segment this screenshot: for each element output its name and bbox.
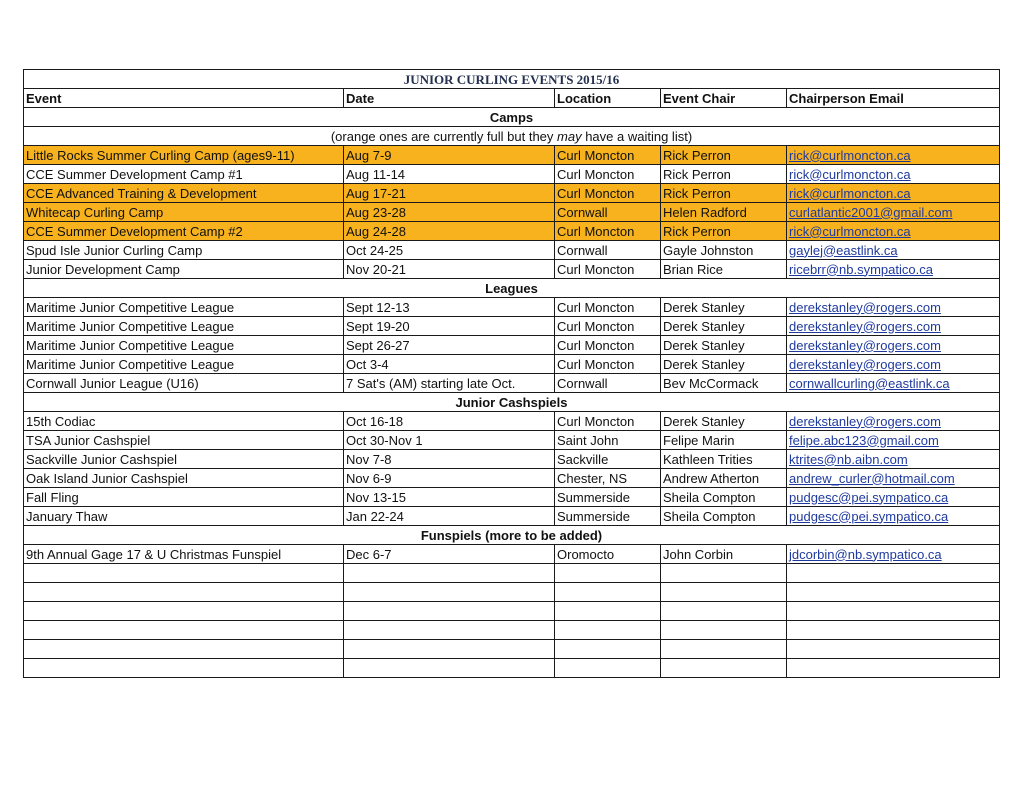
camps-note-row xyxy=(24,127,1000,146)
event-row xyxy=(24,241,1000,260)
event-date: Aug 11-14 xyxy=(344,165,555,184)
section-heading-leagues: Leagues xyxy=(24,279,1000,298)
event-name: CCE Summer Development Camp #1 xyxy=(24,165,344,184)
email-cell xyxy=(787,545,1000,564)
event-location: Curl Moncton xyxy=(555,412,661,431)
section-camps xyxy=(24,108,1000,127)
email-link[interactable]: curlatlantic2001@gmail.com xyxy=(789,204,953,220)
event-location: Summerside xyxy=(555,507,661,526)
event-location: Curl Moncton xyxy=(555,336,661,355)
column-header-location: Location xyxy=(555,89,661,108)
event-location: Cornwall xyxy=(555,374,661,393)
event-row xyxy=(24,450,1000,469)
event-date: Aug 7-9 xyxy=(344,146,555,165)
email-cell xyxy=(787,355,1000,374)
event-location: Curl Moncton xyxy=(555,165,661,184)
event-chair: Helen Radford xyxy=(661,203,787,222)
event-date: Oct 3-4 xyxy=(344,355,555,374)
email-cell xyxy=(787,488,1000,507)
email-link[interactable]: derekstanley@rogers.com xyxy=(789,413,941,429)
event-name: Little Rocks Summer Curling Camp (ages9-11) xyxy=(24,146,344,165)
event-row xyxy=(24,146,1000,165)
event-date: Jan 22-24 xyxy=(344,507,555,526)
event-chair: Rick Perron xyxy=(661,184,787,203)
event-row xyxy=(24,317,1000,336)
event-chair: Brian Rice xyxy=(661,260,787,279)
section-heading-funspiels: Funspiels (more to be added) xyxy=(24,526,1000,545)
event-date: Sept 12-13 xyxy=(344,298,555,317)
event-name: 15th Codiac xyxy=(24,412,344,431)
event-location: Cornwall xyxy=(555,203,661,222)
header-row xyxy=(24,89,1000,108)
event-date: Aug 17-21 xyxy=(344,184,555,203)
event-row xyxy=(24,488,1000,507)
email-link[interactable]: rick@curlmoncton.ca xyxy=(789,223,911,239)
email-link[interactable]: rick@curlmoncton.ca xyxy=(789,147,911,163)
event-name: Fall Fling xyxy=(24,488,344,507)
event-name: Maritime Junior Competitive League xyxy=(24,355,344,374)
camps-note xyxy=(24,127,1000,146)
event-location: Curl Moncton xyxy=(555,298,661,317)
event-name: CCE Summer Development Camp #2 xyxy=(24,222,344,241)
event-date: Sept 26-27 xyxy=(344,336,555,355)
event-row xyxy=(24,469,1000,488)
event-date: Nov 6-9 xyxy=(344,469,555,488)
event-location: Chester, NS xyxy=(555,469,661,488)
email-cell xyxy=(787,184,1000,203)
event-row xyxy=(24,412,1000,431)
event-name: Maritime Junior Competitive League xyxy=(24,336,344,355)
section-leagues xyxy=(24,279,1000,298)
camps-note-emphasis: may xyxy=(557,128,582,144)
event-chair: Derek Stanley xyxy=(661,317,787,336)
email-cell xyxy=(787,469,1000,488)
email-cell xyxy=(787,450,1000,469)
event-chair: Sheila Compton xyxy=(661,507,787,526)
event-row xyxy=(24,336,1000,355)
event-name: TSA Junior Cashspiel xyxy=(24,431,344,450)
event-location: Curl Moncton xyxy=(555,222,661,241)
events-table xyxy=(23,69,1000,678)
event-location: Curl Moncton xyxy=(555,146,661,165)
empty-row xyxy=(24,659,1000,678)
event-chair: Gayle Johnston xyxy=(661,241,787,260)
email-cell xyxy=(787,146,1000,165)
event-chair: Derek Stanley xyxy=(661,355,787,374)
event-chair: Derek Stanley xyxy=(661,336,787,355)
email-cell xyxy=(787,374,1000,393)
email-link[interactable]: andrew_curler@hotmail.com xyxy=(789,470,955,486)
camps-note-text-b: have a waiting list) xyxy=(581,128,693,144)
email-link[interactable]: derekstanley@rogers.com xyxy=(789,356,941,372)
event-date: Oct 16-18 xyxy=(344,412,555,431)
event-name: Sackville Junior Cashspiel xyxy=(24,450,344,469)
section-heading-camps: Camps xyxy=(24,108,1000,127)
event-name: Spud Isle Junior Curling Camp xyxy=(24,241,344,260)
event-chair: Andrew Atherton xyxy=(661,469,787,488)
email-cell xyxy=(787,412,1000,431)
event-row xyxy=(24,222,1000,241)
event-row xyxy=(24,298,1000,317)
event-location: Summerside xyxy=(555,488,661,507)
event-name: CCE Advanced Training & Development xyxy=(24,184,344,203)
event-name: Cornwall Junior League (U16) xyxy=(24,374,344,393)
email-cell xyxy=(787,260,1000,279)
event-name: Maritime Junior Competitive League xyxy=(24,317,344,336)
event-location: Cornwall xyxy=(555,241,661,260)
email-link[interactable]: derekstanley@rogers.com xyxy=(789,337,941,353)
email-cell xyxy=(787,203,1000,222)
event-location: Curl Moncton xyxy=(555,184,661,203)
event-name: Junior Development Camp xyxy=(24,260,344,279)
event-chair: Derek Stanley xyxy=(661,298,787,317)
event-location: Curl Moncton xyxy=(555,260,661,279)
event-name: Whitecap Curling Camp xyxy=(24,203,344,222)
empty-row xyxy=(24,564,1000,583)
email-cell xyxy=(787,317,1000,336)
section-heading-cashspiels: Junior Cashspiels xyxy=(24,393,1000,412)
email-link[interactable]: pudgesc@pei.sympatico.ca xyxy=(789,508,949,524)
email-link[interactable]: ktrites@nb.aibn.com xyxy=(789,451,908,467)
event-date: Nov 13-15 xyxy=(344,488,555,507)
event-row xyxy=(24,507,1000,526)
event-location: Curl Moncton xyxy=(555,317,661,336)
page-title: JUNIOR CURLING EVENTS 2015/16 xyxy=(24,70,1000,89)
event-row xyxy=(24,260,1000,279)
event-location: Curl Moncton xyxy=(555,355,661,374)
column-header-event: Event xyxy=(24,89,344,108)
column-header-email: Chairperson Email xyxy=(787,89,1000,108)
event-date: Nov 7-8 xyxy=(344,450,555,469)
email-link[interactable]: cornwallcurling@eastlink.ca xyxy=(789,375,950,391)
column-header-date: Date xyxy=(344,89,555,108)
event-row xyxy=(24,545,1000,564)
email-link[interactable]: ricebrr@nb.sympatico.ca xyxy=(789,261,933,277)
event-date: Nov 20-21 xyxy=(344,260,555,279)
event-date: Dec 6-7 xyxy=(344,545,555,564)
email-cell xyxy=(787,222,1000,241)
event-name: 9th Annual Gage 17 & U Christmas Funspiel xyxy=(24,545,344,564)
event-chair: Felipe Marin xyxy=(661,431,787,450)
event-date: 7 Sat's (AM) starting late Oct. xyxy=(344,374,555,393)
email-link[interactable]: rick@curlmoncton.ca xyxy=(789,185,911,201)
camps-note-text-a: (orange ones are currently full but they xyxy=(330,128,558,144)
event-row xyxy=(24,431,1000,450)
email-link[interactable]: felipe.abc123@gmail.com xyxy=(789,432,939,448)
section-funspiels xyxy=(24,526,1000,545)
event-chair: Derek Stanley xyxy=(661,412,787,431)
event-chair: Rick Perron xyxy=(661,146,787,165)
event-location: Sackville xyxy=(555,450,661,469)
event-name: Maritime Junior Competitive League xyxy=(24,298,344,317)
event-chair: Rick Perron xyxy=(661,165,787,184)
event-date: Sept 19-20 xyxy=(344,317,555,336)
column-header-chair: Event Chair xyxy=(661,89,787,108)
empty-row xyxy=(24,640,1000,659)
event-name: January Thaw xyxy=(24,507,344,526)
email-link[interactable]: derekstanley@rogers.com xyxy=(789,318,941,334)
email-cell xyxy=(787,165,1000,184)
event-date: Aug 23-28 xyxy=(344,203,555,222)
event-chair: Bev McCormack xyxy=(661,374,787,393)
event-row xyxy=(24,374,1000,393)
email-link[interactable]: jdcorbin@nb.sympatico.ca xyxy=(789,546,942,562)
email-cell xyxy=(787,507,1000,526)
email-link[interactable]: pudgesc@pei.sympatico.ca xyxy=(789,489,949,505)
email-link[interactable]: gaylej@eastlink.ca xyxy=(789,242,898,258)
event-chair: Rick Perron xyxy=(661,222,787,241)
event-location: Oromocto xyxy=(555,545,661,564)
event-location: Saint John xyxy=(555,431,661,450)
event-date: Oct 30-Nov 1 xyxy=(344,431,555,450)
email-link[interactable]: derekstanley@rogers.com xyxy=(789,299,941,315)
email-cell xyxy=(787,336,1000,355)
email-link[interactable]: rick@curlmoncton.ca xyxy=(789,166,911,182)
event-chair: Kathleen Trities xyxy=(661,450,787,469)
empty-row xyxy=(24,583,1000,602)
email-cell xyxy=(787,241,1000,260)
event-row xyxy=(24,203,1000,222)
section-cashspiels xyxy=(24,393,1000,412)
email-cell xyxy=(787,298,1000,317)
empty-row xyxy=(24,621,1000,640)
event-name: Oak Island Junior Cashspiel xyxy=(24,469,344,488)
event-row xyxy=(24,355,1000,374)
event-date: Aug 24-28 xyxy=(344,222,555,241)
event-date: Oct 24-25 xyxy=(344,241,555,260)
event-row xyxy=(24,165,1000,184)
empty-row xyxy=(24,602,1000,621)
event-chair: Sheila Compton xyxy=(661,488,787,507)
event-chair: John Corbin xyxy=(661,545,787,564)
email-cell xyxy=(787,431,1000,450)
event-row xyxy=(24,184,1000,203)
